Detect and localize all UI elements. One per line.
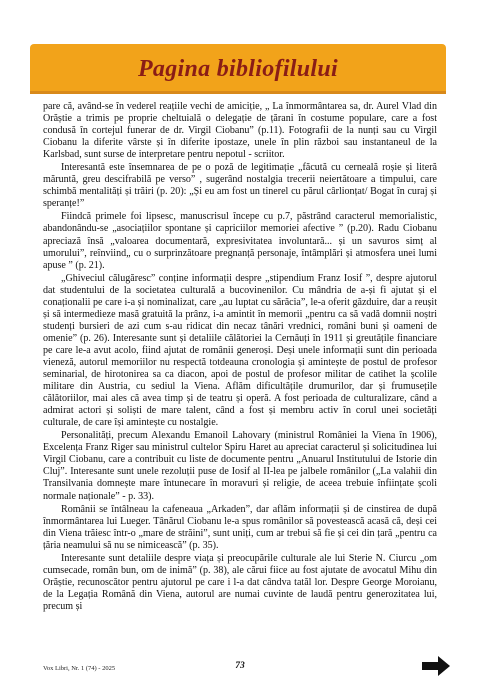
page-number: 73 [235, 661, 245, 671]
paragraph: pare că, având-se în vederel reațiile vechi de amiciție, „ La înmormântarea sa, dr. Aurel Vlad din Orăștie a trimis pe proprie cheltuială o delegație de țărani în costume populare, care a fost condusă în cortejul funerar de dr. Virgil Ciobanu” (p.11). Fotografii de la nunți sau cu Virgil Ciobanu la diferite vârste și în diferite ipostaze, unele în plin război sau instantaneul de la Karlsbad, sunt surse de interpretare pentru nepotul - scriitor. [43, 101, 437, 161]
paragraph: Personalități, precum Alexandu Emanoil Lahovary (ministrul României la Viena în 1906), Excelența Franz Riger sau ministrul cultelor Spiru Haret au apreciat caracterul și solicitudinea lui Virgil Ciobanu, care a contribuit cu liste de documente pentru „Anuarul Institutului de Istorie din Cluj”. Interesante sunt unele rezoluții puse de Iosif al II-lea pe jalbele românilor („La valahii din Transilvania domnește mare întunecare în moravuri și religie, de aceea trebuie înființate școli normale naționale” - p. 33). [43, 430, 437, 502]
next-page-arrow-icon[interactable] [422, 656, 450, 676]
article-body [43, 101, 437, 613]
paragraph: Fiindcă primele foi lipsesc, manuscrisul începe cu p.7, păstrând caracterul memorialistic, abandonându-se „asociațiilor spontane și capriciilor memoriei afective ” (p.20). Radu Ciobanu apreciază însă „valoarea documentară, expresivitatea involuntară... și un savuros simț al umorului”, reînviind„ cu o surprinzătoare pregnanță personaje, întâmplări și atmosfera unei lumi apuse ” (p. 21). [43, 211, 437, 271]
journal-issue: Vox Libri, Nr. 1 (74) - 2025 [43, 665, 116, 672]
paragraph: Interesante sunt detaliile despre viața și preocupările culturale ale lui Sterie N. Ciurcu „om cumsecade, român bun, om de inimă” (p. 38), ale cărui fiice au fost ajutate de avocatul Mihu din Orăștie, recunoscător pentru ajutorul pe care i l-a dat cândva tatăl lor. Despre George Moroianu, de la Legația Română din Viena, autorul are numai cuvinte de laudă pentru generozitatea lui, precum și [43, 552, 437, 612]
paragraph: „Ghiveciul călugăresc” conține informații despre „stipendium Franz Iosif ”, despre ajutorul dat studentului de la societatea culturală a bucovinenilor. Cu mândria de a-și fi ajutat și el conaționalii pe care i-a și nominalizat, care „au luptat cu sărăcia”, le-a oferit găzduire, dar a reușit și să intermedieze masă gratuită la prânz, i-a amintit în memorii „pentru ca să vadă domnii noștri studenți bursieri de azi cum s-au ridicat din necaz tânări vrednici, români buni și oameni de omenie” (p. 26). Interesante sunt și detaliile călătoriei la Cernăuți în 1911 și greutățile financiare pe care le-a avut acolo, fiind ajutat de românii generoși. Deși unele informații sunt din perioada vieneză, autorul memoriilor nu respectă totdeauna cronologia și amintește de postul de profesor seminarial, de hirotonirea sa ca diacon, apoi de postul de profesor militar de catihet la școlile militare din Austria, cu sediul la Viena. Aflăm dificultățile drumurilor, dar și frumusețile călătoriilor, mai ales că avea timp și de teatru și operă. A fost perioada de culturalizare, când a admirat actori și soliști de mare talent, când a fost și membru activ în corul unei societăți culturale, de care își amintește cu nostalgie. [43, 272, 437, 429]
section-title: Pagina bibliofilului [137, 55, 339, 82]
paragraph: Românii se întâlneau la cafeneaua „Arkaden”, dar aflăm informații și de cinstirea de după înmormântarea lui Lueger. Tânărul Ciobanu le-a spus românilor să povestească acasă că, deși cei din Viena trăiesc într-o „mare de străini”, sunt uniți, cum ar trebui să fie și cei din țară „pentru ca țăria neamului să nu se nimicească” (p. 35). [43, 503, 437, 551]
paragraph: Interesantă este însemnarea de pe o poză de legitimație „făcută cu cerneală roșie și literă măruntă, greu descifrabilă pe verso” , sugerând nostalgia trecerii neiertătoare a timpului, care schimbă mentalități și trăiri (p. 20): „Și eu am fost un tinerel cu părul cârlionțat/ Bogat în curaj și speranțe!” [43, 162, 437, 210]
banner-underline [30, 91, 446, 94]
section-banner [30, 44, 446, 94]
